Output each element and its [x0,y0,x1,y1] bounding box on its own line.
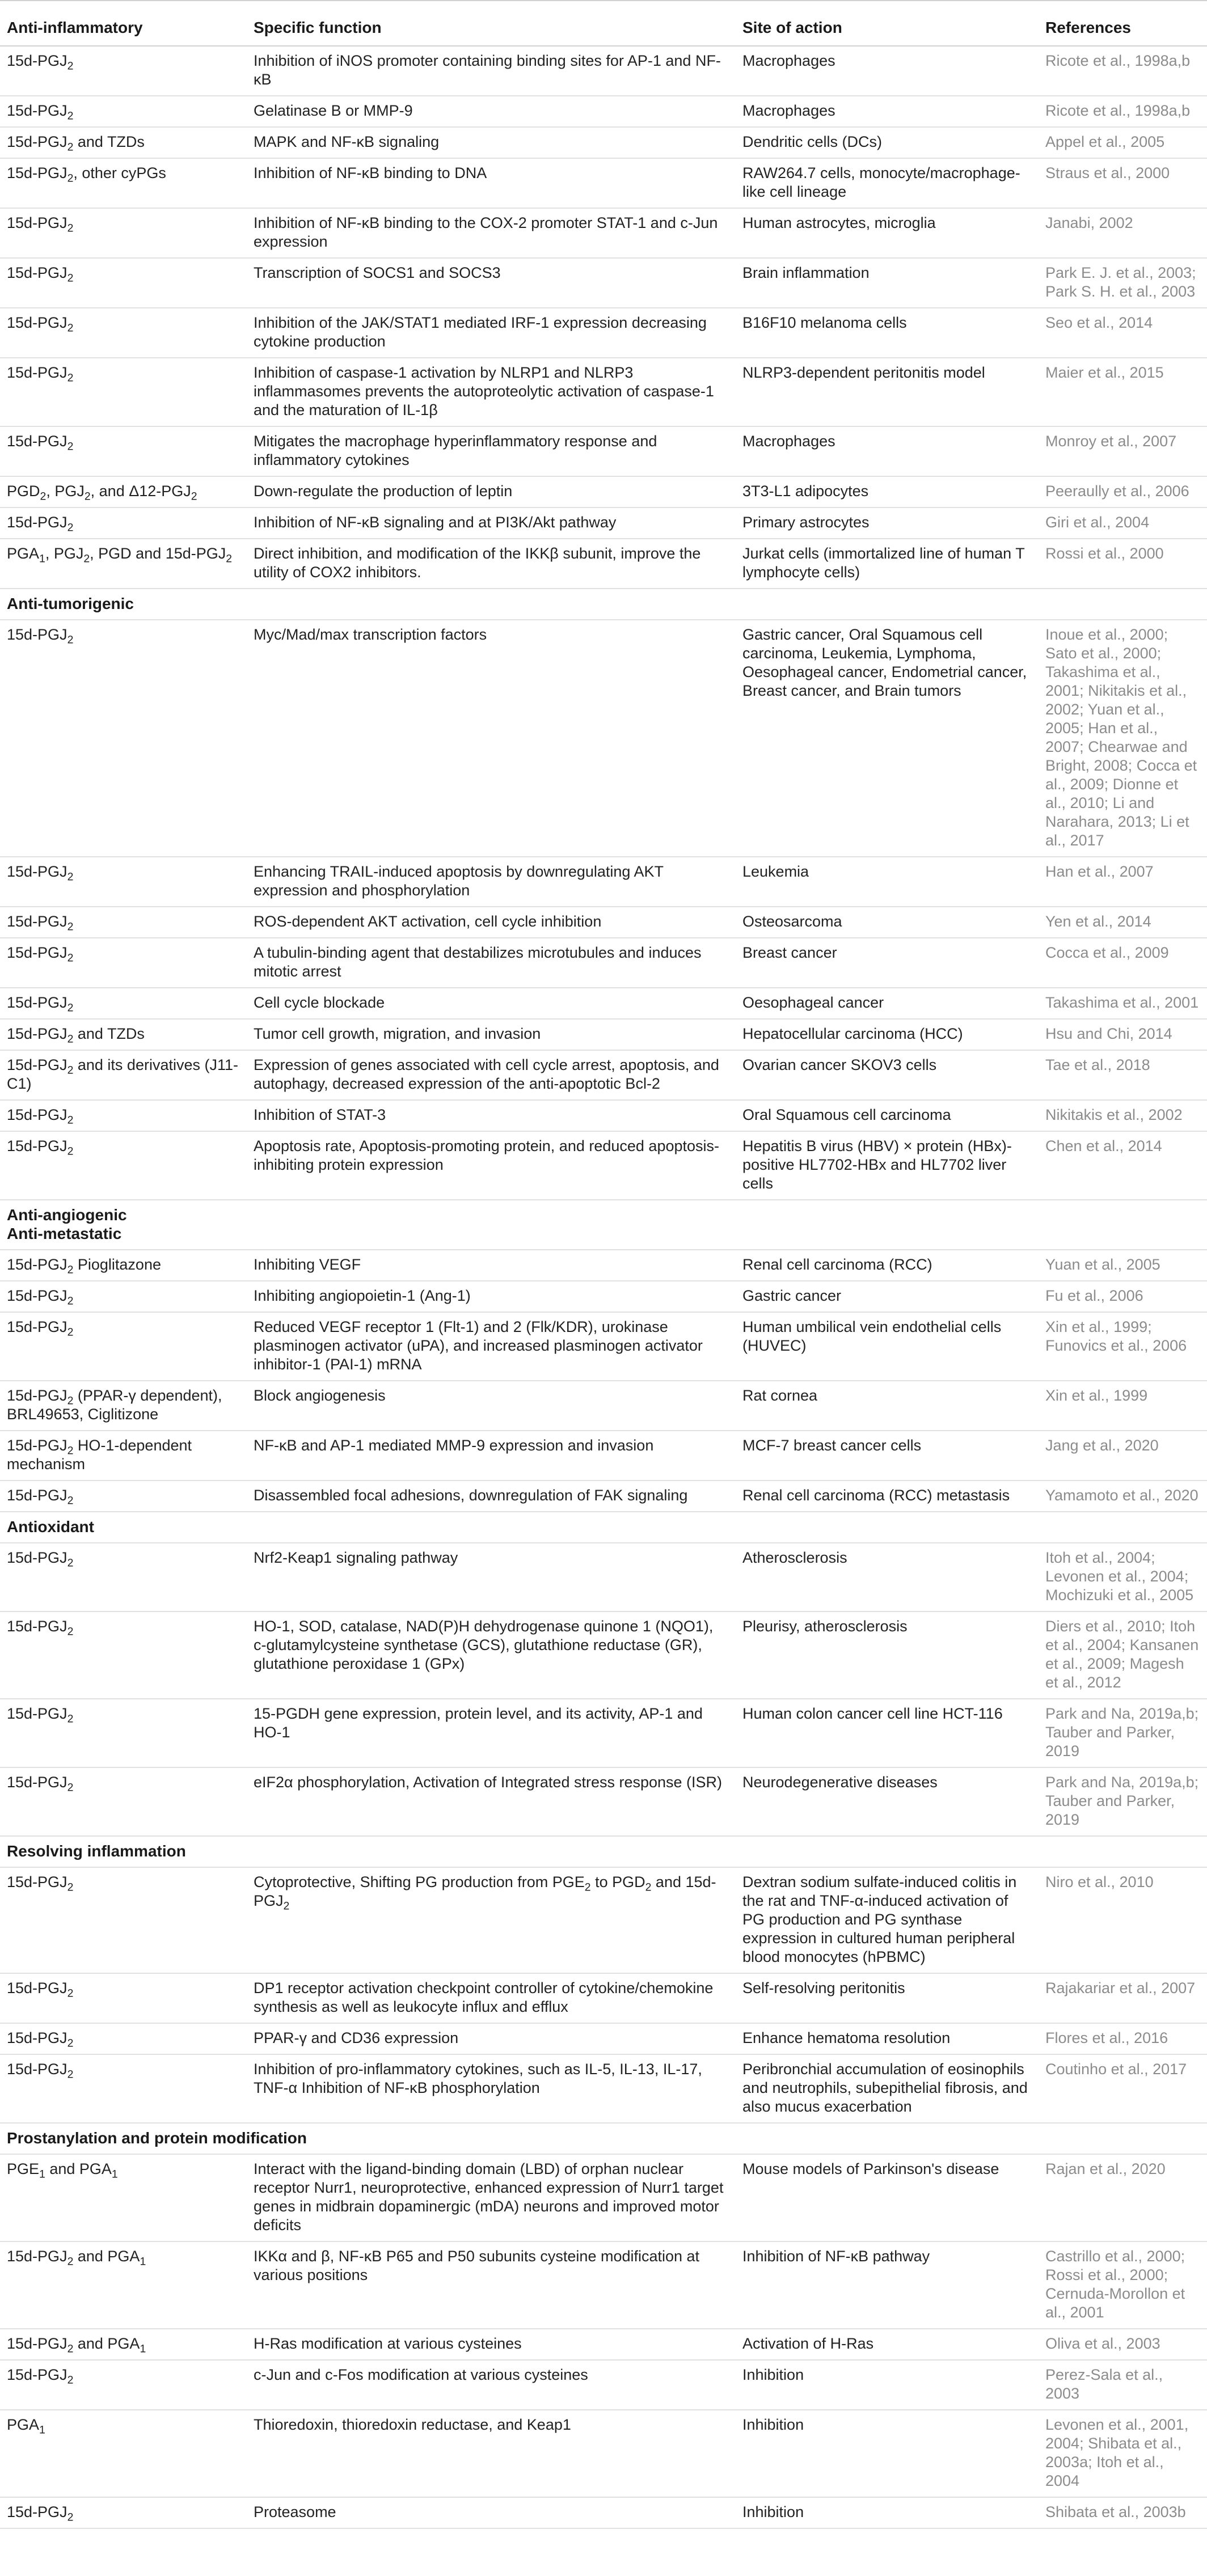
table-row [0,620,1207,857]
function-cell: IKKα and β, NF-κB P65 and P50 subunits cysteine modification at various positions [247,2241,736,2329]
site-cell: NLRP3-dependent peritonitis model [736,358,1039,426]
references-cell: Itoh et al., 2004; Levonen et al., 2004; Mochizuki et al., 2005 [1039,1543,1207,1611]
references-cell: Giri et al., 2004 [1039,507,1207,539]
function-cell: Transcription of SOCS1 and SOCS3 [247,258,736,308]
site-cell: Inhibition [736,2497,1039,2528]
site-cell: Self-resolving peritonitis [736,1973,1039,2023]
function-cell: Enhancing TRAIL-induced apoptosis by downregulating AKT expression and phosphorylation [247,857,736,907]
references-cell: Hsu and Chi, 2014 [1039,1019,1207,1050]
function-cell: Thioredoxin, thioredoxin reductase, and Keap1 [247,2410,736,2497]
references-cell: Inoue et al., 2000; Sato et al., 2000; Takashima et al., 2001; Nikitakis et al., 2002; Yuan et al., 2005; Han et al., 2007; Chearwae and Bright, 2008; Cocca et al., 2009; Dionne et al., 2010; Li and Narahara, 2013; Li et al., 2017 [1039,620,1207,857]
function-cell: Inhibition of NF-κB binding to the COX-2 promoter STAT-1 and c-Jun expression [247,208,736,258]
function-cell: Inhibition of pro-inflammatory cytokines, such as IL-5, IL-13, IL-17, TNF-α Inhibition of NF-κB phosphorylation [247,2054,736,2123]
section-heading [0,589,1207,620]
table-row [0,1973,1207,2023]
site-cell: Activation of H-Ras [736,2329,1039,2360]
function-cell: Inhibition of NF-κB binding to DNA [247,158,736,208]
table-row [0,1699,1207,1767]
function-cell: Down-regulate the production of leptin [247,476,736,507]
table-row [0,2410,1207,2497]
function-cell: NF-κB and AP-1 mediated MMP-9 expression and invasion [247,1431,736,1481]
references-cell: Straus et al., 2000 [1039,158,1207,208]
references-cell: Castrillo et al., 2000; Rossi et al., 2000; Cernuda-Morollon et al., 2001 [1039,2241,1207,2329]
function-cell: Myc/Mad/max transcription factors [247,620,736,857]
function-cell: Tumor cell growth, migration, and invasion [247,1019,736,1050]
references-cell: Ricote et al., 1998a,b [1039,46,1207,96]
section-title: Antioxidant [7,1518,94,1536]
table-row [0,1767,1207,1836]
table-row [0,96,1207,127]
section-title: Anti-angiogenic [7,1206,127,1224]
function-cell: Block angiogenesis [247,1381,736,1431]
table-row [0,1867,1207,1973]
table-row [0,1019,1207,1050]
references-cell: Fu et al., 2006 [1039,1281,1207,1312]
section-heading [0,2123,1207,2154]
agent-cell: $15d-PGJ_2$ and its derivatives (J11-C1) [0,1050,247,1100]
table-row [0,1281,1207,1312]
function-cell: Inhibiting angiopoietin-1 (Ang-1) [247,1281,736,1312]
table-row [0,507,1207,539]
references-cell: Coutinho et al., 2017 [1039,2054,1207,2123]
function-cell: MAPK and NF-κB signaling [247,127,736,158]
site-cell: Inhibition of NF-κB pathway [736,2241,1039,2329]
references-cell: Xin et al., 1999; Funovics et al., 2006 [1039,1312,1207,1381]
agent-cell: $15d-PGJ_2$ (PPAR-γ dependent), BRL49653, Ciglitizone [0,1381,247,1431]
agent-cell: $15d-PGJ_2$ [0,258,247,308]
site-cell: Human umbilical vein endothelial cells (HUVEC) [736,1312,1039,1381]
references-cell: Cocca et al., 2009 [1039,938,1207,988]
site-cell: Neurodegenerative diseases [736,1767,1039,1836]
function-cell: 15-PGDH gene expression, protein level, and its activity, AP-1 and HO-1 [247,1699,736,1767]
column-header: References [1039,1,1207,46]
function-cell: A tubulin-binding agent that destabilizes microtubules and induces mitotic arrest [247,938,736,988]
column-header: Site of action [736,1,1039,46]
function-cell: Cell cycle blockade [247,988,736,1019]
agent-cell: $15d-PGJ_2$ and $PGA_1$ [0,2329,247,2360]
references-cell: Jang et al., 2020 [1039,1431,1207,1481]
function-cell: Inhibition of iNOS promoter containing binding sites for AP-1 and NF-κB [247,46,736,96]
references-cell: Yuan et al., 2005 [1039,1250,1207,1281]
function-cell: DP1 receptor activation checkpoint controller of cytokine/chemokine synthesis as well as leukocyte influx and efflux [247,1973,736,2023]
agent-cell: $15d-PGJ_2$ [0,1973,247,2023]
references-cell: Ricote et al., 1998a,b [1039,96,1207,127]
site-cell: B16F10 melanoma cells [736,308,1039,358]
function-cell: Inhibiting VEGF [247,1250,736,1281]
agent-cell: $15d-PGJ_2$ [0,208,247,258]
references-cell: Takashima et al., 2001 [1039,988,1207,1019]
agent-cell: $15d-PGJ_2$ [0,1281,247,1312]
table-row [0,1050,1207,1100]
site-cell: Breast cancer [736,938,1039,988]
table-row [0,2154,1207,2241]
table-row [0,158,1207,208]
site-cell: Human colon cancer cell line HCT-116 [736,1699,1039,1767]
site-cell: Primary astrocytes [736,507,1039,539]
agent-cell: $15d-PGJ_2$ and $PGA_1$ [0,2241,247,2329]
references-cell: Rajakariar et al., 2007 [1039,1973,1207,2023]
agent-cell: $15d-PGJ_2$ [0,308,247,358]
site-cell: Hepatocellular carcinoma (HCC) [736,1019,1039,1050]
site-cell: Inhibition [736,2410,1039,2497]
agent-cell: $15d-PGJ_2$ [0,2054,247,2123]
table-row [0,1543,1207,1611]
function-cell: Reduced VEGF receptor 1 (Flt-1) and 2 (Flk/KDR), urokinase plasminogen activator (uPA), and increased plasminogen activator inhibitor-1 (PAI-1) mRNA [247,1312,736,1381]
references-cell: Perez-Sala et al., 2003 [1039,2360,1207,2410]
table-row [0,358,1207,426]
agent-cell: $15d-PGJ_2$ [0,938,247,988]
references-cell: Appel et al., 2005 [1039,127,1207,158]
agent-cell: $15d-PGJ_2$ [0,1867,247,1973]
site-cell: Human astrocytes, microglia [736,208,1039,258]
table-row [0,258,1207,308]
agent-cell: $15d-PGJ_2$ [0,1611,247,1699]
table-row [0,1131,1207,1200]
site-cell: Ovarian cancer SKOV3 cells [736,1050,1039,1100]
agent-cell: $15d-PGJ_2$ [0,2360,247,2410]
agent-cell: $15d-PGJ_2$ [0,1131,247,1200]
references-cell: Rajan et al., 2020 [1039,2154,1207,2241]
agent-cell: $15d-PGJ_2$ [0,1312,247,1381]
table-row [0,1312,1207,1381]
site-cell: Dextran sodium sulfate-induced colitis in the rat and TNF-α-induced activation of PG production and PG synthase expression in cultured human peripheral blood monocytes (hPBMC) [736,1867,1039,1973]
section-row [0,589,1207,620]
agent-cell: $15d-PGJ_2$ [0,507,247,539]
references-cell: Tae et al., 2018 [1039,1050,1207,1100]
function-cell: Mitigates the macrophage hyperinflammatory response and inflammatory cytokines [247,426,736,476]
table-row [0,2023,1207,2054]
references-cell: Peeraully et al., 2006 [1039,476,1207,507]
references-cell: Monroy et al., 2007 [1039,426,1207,476]
agent-cell: $PGA_1$, $PGJ_2$, PGD and $15d-PGJ_2$ [0,539,247,589]
agent-cell: $15d-PGJ_2$ [0,96,247,127]
table-row [0,426,1207,476]
table-row [0,1431,1207,1481]
references-cell: Chen et al., 2014 [1039,1131,1207,1200]
references-cell: Yen et al., 2014 [1039,907,1207,938]
function-cell: Expression of genes associated with cell cycle arrest, apoptosis, and autophagy, decreased expression of the anti-apoptotic Bcl-2 [247,1050,736,1100]
references-cell: Seo et al., 2014 [1039,308,1207,358]
function-cell: Direct inhibition, and modification of the IKKβ subunit, improve the utility of COX2 inhibitors. [247,539,736,589]
section-row [0,1512,1207,1543]
function-cell: Disassembled focal adhesions, downregulation of FAK signaling [247,1481,736,1512]
table-row [0,539,1207,589]
site-cell: Peribronchial accumulation of eosinophils and neutrophils, subepithelial fibrosis, and also mucus exacerbation [736,2054,1039,2123]
section-title: Anti-tumorigenic [7,595,134,612]
site-cell: Gastric cancer [736,1281,1039,1312]
references-cell: Shibata et al., 2003b [1039,2497,1207,2528]
references-cell: Rossi et al., 2000 [1039,539,1207,589]
site-cell: Macrophages [736,46,1039,96]
references-cell: Park and Na, 2019a,b; Tauber and Parker, 2019 [1039,1767,1207,1836]
header-row [0,1,1207,46]
references-cell: Oliva et al., 2003 [1039,2329,1207,2360]
references-cell: Flores et al., 2016 [1039,2023,1207,2054]
agent-cell: $15d-PGJ_2$ [0,1699,247,1767]
site-cell: 3T3-L1 adipocytes [736,476,1039,507]
function-cell: c-Jun and c-Fos modification at various cysteines [247,2360,736,2410]
references-cell: Diers et al., 2010; Itoh et al., 2004; Kansanen et al., 2009; Magesh et al., 2012 [1039,1611,1207,1699]
function-cell: Apoptosis rate, Apoptosis-promoting protein, and reduced apoptosis-inhibiting protein expression [247,1131,736,1200]
agent-cell: $PGA_1$ [0,2410,247,2497]
site-cell: Enhance hematoma resolution [736,2023,1039,2054]
agent-cell: $15d-PGJ_2$ [0,620,247,857]
table-row [0,988,1207,1019]
agent-cell: $15d-PGJ_2$, other cyPGs [0,158,247,208]
agent-cell: $PGD_2$, $PGJ_2$, and $\Delta 12-PGJ_2$ [0,476,247,507]
function-cell: ROS-dependent AKT activation, cell cycle inhibition [247,907,736,938]
function-cell: Interact with the ligand-binding domain (LBD) of orphan nuclear receptor Nurr1, neuroprotective, enhanced expression of Nurr1 target genes in midbrain dopaminergic (mDA) neurons and improved motor deficits [247,2154,736,2241]
table-row [0,127,1207,158]
agent-cell: $PGE_1$ and $PGA_1$ [0,2154,247,2241]
table-row [0,1381,1207,1431]
table-row [0,857,1207,907]
site-cell: Macrophages [736,96,1039,127]
agent-cell: $15d-PGJ_2$ [0,857,247,907]
function-cell: eIF2α phosphorylation, Activation of Integrated stress response (ISR) [247,1767,736,1836]
references-cell: Maier et al., 2015 [1039,358,1207,426]
references-cell: Janabi, 2002 [1039,208,1207,258]
site-cell: Pleurisy, atherosclerosis [736,1611,1039,1699]
function-cell: Inhibition of STAT-3 [247,1100,736,1131]
function-cell: H-Ras modification at various cysteines [247,2329,736,2360]
site-cell: Hepatitis B virus (HBV) × protein (HBx)-positive HL7702-HBx and HL7702 liver cells [736,1131,1039,1200]
agent-cell: $15d-PGJ_2$ [0,1481,247,1512]
table-row [0,308,1207,358]
site-cell: Oral Squamous cell carcinoma [736,1100,1039,1131]
table-row [0,2241,1207,2329]
section-title: Resolving inflammation [7,1842,186,1860]
table-row [0,2497,1207,2528]
agent-cell: $15d-PGJ_2$ [0,907,247,938]
site-cell: Jurkat cells (immortalized line of human T lymphocyte cells) [736,539,1039,589]
site-cell: Inhibition [736,2360,1039,2410]
table-row [0,46,1207,96]
site-cell: Renal cell carcinoma (RCC) metastasis [736,1481,1039,1512]
agent-cell: $15d-PGJ_2$ [0,358,247,426]
table-row [0,1481,1207,1512]
function-cell: HO-1, SOD, catalase, NAD(P)H dehydrogenase quinone 1 (NQO1), c-glutamylcysteine synthetase (GCS), glutathione reductase (GR), glutathione peroxidase 1 (GPx) [247,1611,736,1699]
site-cell: Mouse models of Parkinson's disease [736,2154,1039,2241]
site-cell: Dendritic cells (DCs) [736,127,1039,158]
references-cell: Yamamoto et al., 2020 [1039,1481,1207,1512]
table-row [0,2329,1207,2360]
function-cell: Gelatinase B or MMP-9 [247,96,736,127]
table-row [0,1611,1207,1699]
section-title: Anti-metastatic [7,1225,122,1242]
site-cell: RAW264.7 cells, monocyte/macrophage-like cell lineage [736,158,1039,208]
table-row [0,2054,1207,2123]
section-row [0,2123,1207,2154]
site-cell: Rat cornea [736,1381,1039,1431]
references-cell: Xin et al., 1999 [1039,1381,1207,1431]
table-row [0,907,1207,938]
agent-cell: $15d-PGJ_2$ Pioglitazone [0,1250,247,1281]
function-cell: Proteasome [247,2497,736,2528]
table-row [0,1100,1207,1131]
section-title: Prostanylation and protein modification [7,2129,307,2147]
table-row [0,1250,1207,1281]
site-cell: Leukemia [736,857,1039,907]
section-row [0,1836,1207,1867]
agent-cell: $15d-PGJ_2$ [0,1100,247,1131]
site-cell: Gastric cancer, Oral Squamous cell carcinoma, Leukemia, Lymphoma, Oesophageal cancer, Endometrial cancer, Breast cancer, and Brain tumors [736,620,1039,857]
references-cell: Park E. J. et al., 2003; Park S. H. et al., 2003 [1039,258,1207,308]
references-cell: Niro et al., 2010 [1039,1867,1207,1973]
agent-cell: $15d-PGJ_2$ [0,46,247,96]
function-cell: Inhibition of NF-κB signaling and at PI3K/Akt pathway [247,507,736,539]
table-row [0,476,1207,507]
column-header: Anti-inflammatory [0,1,247,46]
section-row [0,1200,1207,1250]
site-cell: Brain inflammation [736,258,1039,308]
table-row [0,2360,1207,2410]
references-cell: Han et al., 2007 [1039,857,1207,907]
function-cell: Nrf2-Keap1 signaling pathway [247,1543,736,1611]
function-cell: Inhibition of the JAK/STAT1 mediated IRF-1 expression decreasing cytokine production [247,308,736,358]
table-body [0,46,1207,2528]
section-heading [0,1836,1207,1867]
agent-cell: $15d-PGJ_2$ [0,1543,247,1611]
site-cell: Osteosarcoma [736,907,1039,938]
agent-cell: $15d-PGJ_2$ [0,426,247,476]
agent-cell: $15d-PGJ_2$ [0,2023,247,2054]
site-cell: MCF-7 breast cancer cells [736,1431,1039,1481]
site-cell: Macrophages [736,426,1039,476]
site-cell: Renal cell carcinoma (RCC) [736,1250,1039,1281]
section-heading [0,1512,1207,1543]
function-cell: Inhibition of caspase-1 activation by NLRP1 and NLRP3 inflammasomes prevents the autoproteolytic activation of caspase-1 and the maturation of IL-1β [247,358,736,426]
table-row [0,208,1207,258]
references-cell: Park and Na, 2019a,b; Tauber and Parker, 2019 [1039,1699,1207,1767]
site-cell: Oesophageal cancer [736,988,1039,1019]
agent-cell: $15d-PGJ_2$ [0,2497,247,2528]
site-cell: Atherosclerosis [736,1543,1039,1611]
agent-cell: $15d-PGJ_2$ [0,988,247,1019]
function-cell: PPAR-γ and CD36 expression [247,2023,736,2054]
section-heading [0,1200,1207,1250]
function-cell: Cytoprotective, Shifting PG production from $PGE_2$ to $PGD_2$ and $15d-PGJ_2$ [247,1867,736,1973]
agent-cell: $15d-PGJ_2$ and TZDs [0,127,247,158]
references-cell: Levonen et al., 2001, 2004; Shibata et al., 2003a; Itoh et al., 2004 [1039,2410,1207,2497]
table-row [0,938,1207,988]
agent-cell: $15d-PGJ_2$ and TZDs [0,1019,247,1050]
references-cell: Nikitakis et al., 2002 [1039,1100,1207,1131]
agent-cell: $15d-PGJ_2$ HO-1-dependent mechanism [0,1431,247,1481]
agent-cell: $15d-PGJ_2$ [0,1767,247,1836]
column-header: Specific function [247,1,736,46]
